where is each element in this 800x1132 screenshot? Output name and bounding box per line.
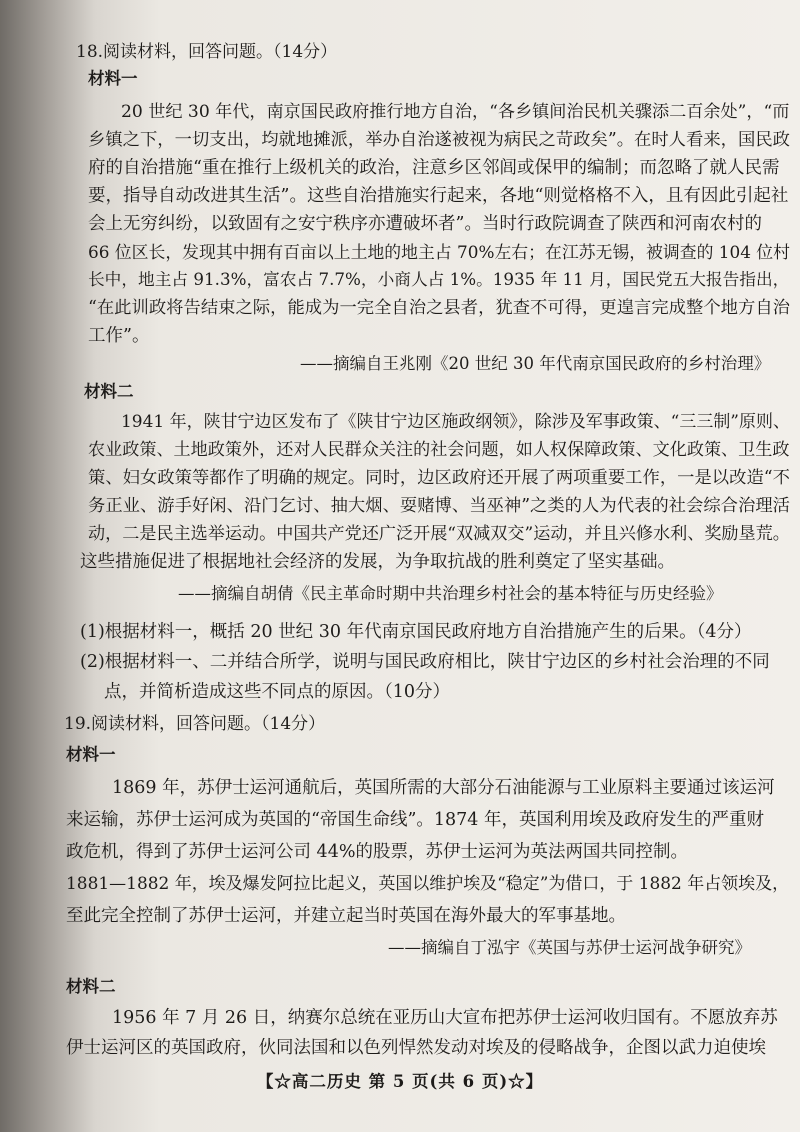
q18-m1-source: ——摘编自王兆刚《20 世纪 30 年代南京国民政府的乡村治理》	[300, 354, 771, 373]
q18-m1-line: 长中，地主占 91.3%，富农占 7.7%，小商人占 1%。1935 年 11 月，国民党五大报告指出，	[88, 270, 790, 289]
q18-m1-line: 乡镇之下，一切支出，均就地摊派，举办自治遂被视为病民之苛政矣”。在时人看来，国民政	[88, 130, 790, 150]
q18-m1-line: 66 位区长，发现其中拥有百亩以上土地的地主占 70%左右；在江苏无锡，被调查的 104 位村	[88, 242, 790, 262]
q19-m2-line: 伊士运河区的英国政府，伙同法国和以色列悍然发动对埃及的侵略战争，企图以武力迫使埃	[66, 1038, 766, 1058]
q18-subquestion-1: (1)根据材料一，概括 20 世纪 30 年代南京国民政府地方自治措施产生的后果。（4分）	[80, 622, 752, 642]
q18-m1-line: 20 世纪 30 年代，南京国民政府推行地方自治，“各乡镇间治民机关骤添二百余处”，“而	[121, 102, 790, 122]
q18-m1-line: 要，指导自动改进其生活”。这些自治措施实行起来，各地“则觉格格不入，且有因此引起社	[88, 186, 789, 206]
q19-m1-line: 至此完全控制了苏伊士运河，并建立起当时英国在海外最大的军事基地。	[66, 906, 626, 926]
q19-m1-line: 政危机，得到了苏伊士运河公司 44%的股票，苏伊士运河为英法两国共同控制。	[66, 842, 688, 862]
q18-m2-line: 农业政策、土地政策外，还对人民群众关注的社会问题，如人权保障政策、文化政策、卫生政	[88, 440, 790, 460]
q19-m1-source: ——摘编自丁泓宇《英国与苏伊士运河战争研究》	[388, 938, 751, 957]
q18-m2-line: 务正业、游手好闲、沿门乞讨、抽大烟、耍赌博、当巫神”之类的人为代表的社会综合治理活	[88, 496, 790, 516]
q18-material-2-label: 材料二	[84, 382, 134, 401]
q19-title: 19.阅读材料，回答问题。（14分）	[64, 714, 326, 734]
q18-m2-line: 策、妇女政策等都作了明确的规定。同时，边区政府还开展了两项重要工作，一是以改造“不	[88, 468, 790, 488]
q18-subquestion-2: (2)根据材料一、二并结合所学，说明与国民政府相比，陕甘宁边区的乡村社会治理的不同	[80, 652, 770, 672]
q18-m2-source: ——摘编自胡倩《民主革命时期中共治理乡村社会的基本特征与历史经验》	[178, 584, 723, 603]
q19-m1-line: 1869 年，苏伊士运河通航后，英国所需的大部分石油能源与工业原料主要通过该运河	[112, 778, 775, 798]
q19-material-1-label: 材料一	[66, 745, 116, 764]
q18-m1-line: 工作”。	[88, 326, 150, 346]
q19-material-2-label: 材料二	[66, 977, 116, 996]
q18-m2-line: 1941 年，陕甘宁边区发布了《陕甘宁边区施政纲领》，除涉及军事政策、“三三制”原则、	[121, 412, 790, 432]
q18-subquestion-2-cont: 点，并简析造成这些不同点的原因。（10分）	[104, 682, 451, 702]
q18-m2-line: 动，二是民主选举运动。中国共产党还广泛开展“双减双交”运动，并且兴修水利、奖励垦荒。	[88, 524, 790, 544]
q19-m2-line: 1956 年 7 月 26 日，纳赛尔总统在亚历山大宣布把苏伊士运河收归国有。不愿放弃苏	[112, 1008, 778, 1028]
q18-material-1-label: 材料一	[88, 69, 138, 88]
q18-title: 18.阅读材料，回答问题。（14分）	[76, 42, 338, 62]
q19-m1-line: 来运输，苏伊士运河成为英国的“帝国生命线”。1874 年，英国利用埃及政府发生的严重财	[66, 810, 764, 830]
q18-m1-line: “在此训政将告结束之际，能成为一完全自治之县者，犹查不可得，更遑言完成整个地方自治	[88, 298, 790, 318]
q18-m1-line: 府的自治措施“重在推行上级机关的政治，注意乡区邻闾或保甲的编制；而忽略了就人民需	[88, 158, 780, 178]
q18-m2-line: 这些措施促进了根据地社会经济的发展，为争取抗战的胜利奠定了坚实基础。	[80, 552, 675, 572]
page-footer: 【☆高二历史 第 5 页(共 6 页)☆】	[256, 1072, 544, 1091]
q18-m1-line: 会上无穷纠纷，以致固有之安宁秩序亦遭破坏者”。当时行政院调查了陕西和河南农村的	[88, 214, 762, 234]
q19-m1-line: 1881—1882 年，埃及爆发阿拉比起义，英国以维护埃及“稳定”为借口，于 1882 年占领埃及，	[66, 874, 790, 894]
